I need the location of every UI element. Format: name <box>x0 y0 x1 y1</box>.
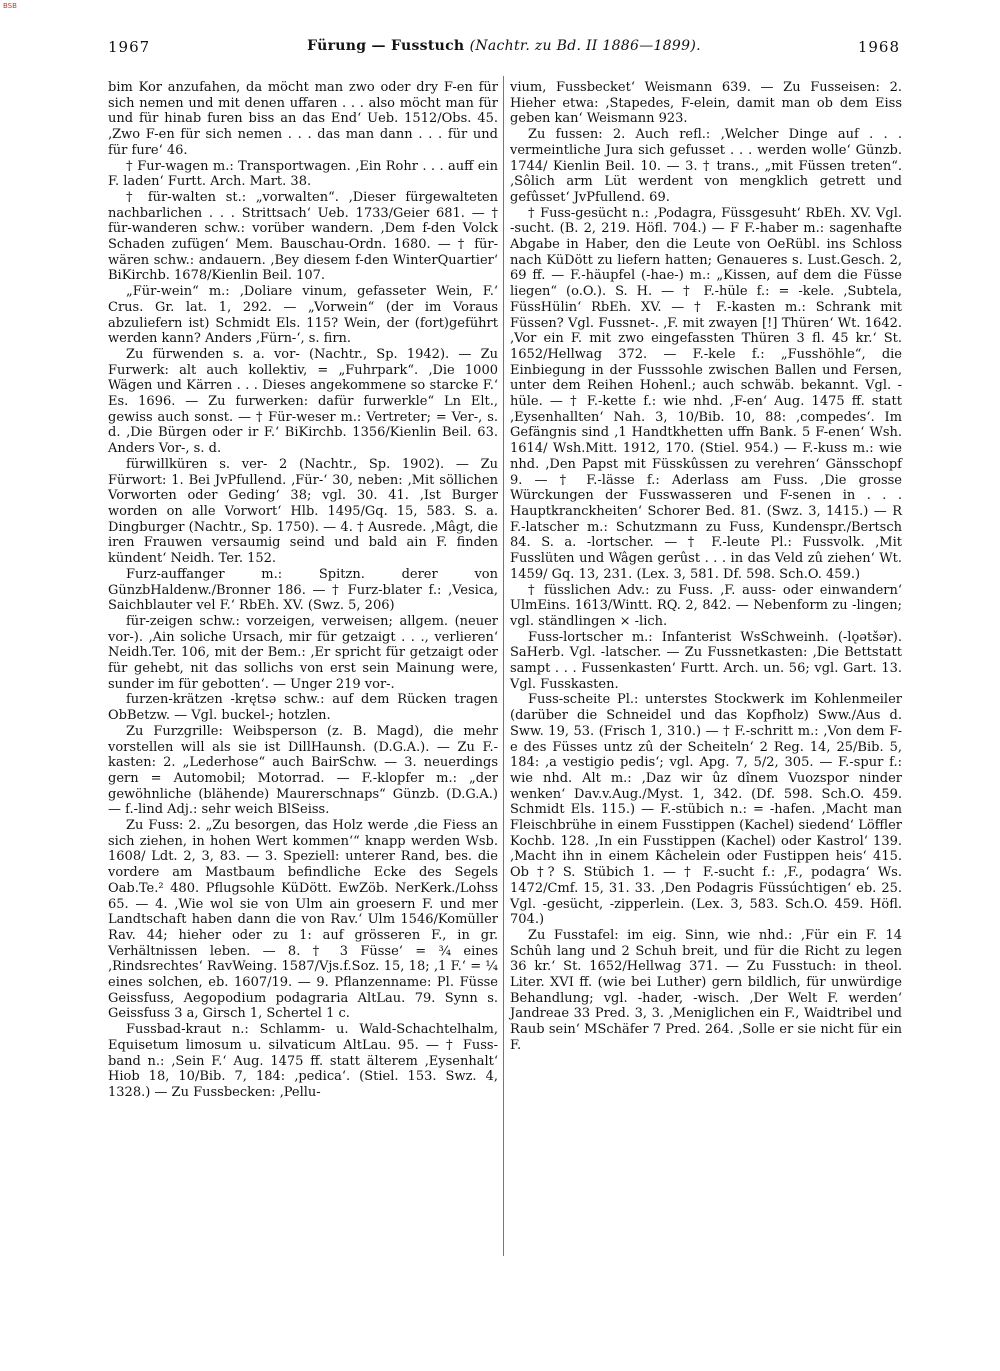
left-column <box>108 80 498 1101</box>
entry-paragraph: Zu Fusstafel: im eig. Sinn, wie nhd.: ‚Für ein F. 14 Schûh lang und 2 Schuh breit, und für die Richt zu legen 36 kr.‘ St. 1652/Hellwag 371. — Zu Fusstuch: in theol. Liter. XVI ff. (wie bei Luther) gern bildlich, für unwürdige Behandlung; vgl. -hader, -wisch. ‚Der Welt F. werden‘ Jandreae 33 Pred. 3, 3. ‚Meniglichen ein F., Waidtribel und Raub sein‘ MSchäfer 7 Pred. 264. ‚Solle er sie nicht für ein F. <box>510 927 902 1053</box>
column-divider <box>503 76 504 1256</box>
right-column <box>510 80 902 1054</box>
entry-paragraph: vium, Fussbecket‘ Weismann 639. — Zu Fusseisen: 2. Hieher etwa: ‚Stapedes, F-elein, damit man ob dem Eiss geben kan‘ Weismann 923. <box>510 80 902 127</box>
entry-paragraph: † Fuss-gesücht n.: ‚Podagra, Füssgesuht‘ RbEh. XV. Vgl. -sucht. (B. 2, 219. Höfl. 704.) — F F.-haber m.: sagenhafte Abgabe in Haber, den die Leute von OeRübl. ins Schloss nach KüDött zu liefern hatten; Genaueres s. Lust.Gesch. 2, 69 ff. — F.-häupfel (-hae-) m.: „Kissen, auf dem die Füsse liegen“ (o.O.). S. H. — † F.-hüle f.: = -kele. ‚Subtela, FüssHülin‘ RbEh. XV. — † F.-kasten m.: Schrank mit Füssen? Vgl. Fussnet-. ‚F. mit zwayen [!] Thüren‘ Wt. 1642. ‚Vor ein F. mit zwo eingefassten Thüren 3 fl. 45 kr.‘ St. 1652/Hellwag 372. — F.-kele f.: „Fusshöhle“, die Einbiegung in der Fusssohle zwischen Ballen und Fersen, unter dem Reihen Hohenl.; auch schwäb. bekannt. Vgl. -hüle. — † F.-kette f.: wie nhd. ‚F-en‘ Aug. 1475 ff. statt ‚Eysenhallten‘ Nah. 3, 10/Bib. 10, 88: ‚compedes‘. Im Gefängnis sind ‚1 Handtkhetten uffn Bank. 5 F-enen‘ Wsh. 1614/ Wsh.Mitt. 1912, 170. (Stiel. 954.) — F.-kuss m.: wie nhd. ‚Den Papst mit Füsskûssen zu verehren‘ Gänsschopf 9. — † F.-lässe f.: Aderlass am Fuss. ‚Die grosse Würckungen der Fusswasseren und F-senen in . . . Hauptkranckheiten‘ Schorer Bed. 81. (Swz. 3, 1415.) — R F.-latscher m.: Schutzmann zu Fuss, Kundenspr./Bertsch 84. S. a. -lortscher. — † F.-leute Pl.: Fussvolk. ‚Mit Fusslüten und Wâgen gerûst . . . in das Veld zû ziehen‘ Wt. 1459/ Gq. 13, 231. (Lex. 3, 581. Df. 598. Sch.O. 459.) <box>510 205 902 582</box>
entry-paragraph: Fuss-scheite Pl.: unterstes Stockwerk im Kohlenmeiler (darüber die Schneidel und das Kopfholz) Sww./Aus d. Sww. 19, 53. (Frisch 1, 310.) — † F.-schritt m.: ‚Von dem F-e des Füsses untz zû der Scheiteln‘ 2 Reg. 14, 25/Bib. 5, 184: ‚a vestigio pedis‘; vgl. Apg. 7, 5/2, 305. — F.-spur f.: wie nhd. Alt m.: ‚Daz wir ûz dînem Vuozspor ninder wenken‘ Dav.v.Aug./Myst. 1, 342. (Df. 598. Sch.O. 459. Schmidt Els. 115.) — F.-stübich n.: = -hafen. ‚Macht man Fleischbrühe in einem Fusstippen (Kachel) siedend‘ Löffler Kochb. 128. ‚In ein Fusstippen (Kachel) oder Kastrol‘ 139. ‚Macht ihn in einem Kâchelein oder Fustippen heis‘ 415. Ob †? S. Stübich 1. — † F.-sucht f.: ‚F., podagra‘ Ws. 1472/Cmf. 15, 31. 33. ‚Den Podagris Füssúchtigen‘ eb. 25. Vgl. -gesücht, -zipperlein. (Lex. 3, 583. Sch.O. 459. Höfl. 704.) <box>510 692 902 928</box>
entry-paragraph: bim Kor anzufahen, da möcht man zwo oder dry F-en für sich nemen und mit denen uffaren . . . also möcht man für und für hinab furen biss an das End‘ Ueb. 1512/Obs. 45. ‚Zwo F-en für sich nemen . . . das man dann . . . für und für fure‘ 46. <box>108 80 498 158</box>
entry-paragraph: Zu Furzgrille: Weibsperson (z. B. Magd), die mehr vorstellen will als sie ist DillHaunsh. (D.G.A.). — Zu F.-kasten: 2. „Lederhose“ auch BairSchw. — 3. neuerdings gern = Automobil; Motorrad. — F.-klopfer m.: „der gewöhnliche (blähende) Maurerschnaps“ Günzb. (D.G.A.) — f.-lind Adj.: sehr weich BlSeiss. <box>108 723 498 818</box>
entry-paragraph: Fuss-lortscher m.: Infanterist WsSchweinh. (-lǫətšər). SaHerb. Vgl. -latscher. — Zu Fussnetkasten: ‚Die Bettstatt sampt . . . Fussenkasten‘ Furtt. Arch. un. 56; vgl. Gart. 13. Vgl. Fusskasten. <box>510 629 902 692</box>
running-subtitle: (Nachtr. zu Bd. II 1886—1899). <box>469 38 701 54</box>
entry-paragraph: Zu fürwenden s. a. vor- (Nachtr., Sp. 1942). — Zu Furwerk: alt auch kollektiv, = „Fuhrpark“. ‚Die 1000 Wägen und Kärren . . . Dieses angekommene so starcke F.‘ Es. 1696. — Zu furwerken: dafür furwerkle“ Ln Elt., gewiss auch sonst. — † Für-weser m.: Vertreter; = Ver-, s. d. ‚Die Bürgen oder ir F.‘ BiKirchb. 1356/Kienlin Beil. 63. Anders Vor-, s. d. <box>108 346 498 457</box>
entry-paragraph: Zu Fuss: 2. „Zu besorgen, das Holz werde ‚die Fiess an sich ziehen, in hohen Wert kommen‘“ knapp werden Wsb. 1608/ Ldt. 2, 3, 83. — 3. Speziell: unterer Rand, bes. die vordere am Mastbaum befindliche Ecke des Segels Oab.Te.² 480. Pflugsohle KüDött. EwZöb. NerKerk./Lohss 65. — 4. ‚Wie wol sie von Ulm ain groesern F. und mer Landtschaft haben dann die von Rav.‘ Ulm 1546/Komüller Rav. 44; hieher oder zu 1: auf grösseren F., in gr. Verhältnissen leben. — 8. † 3 Füsse‘ = ¾ eines ‚Rindsrechtes‘ RavWeing. 1587/Vjs.f.Soz. 15, 18; ‚1 F.‘ = ¼ eines solchen, eb. 1607/19. — 9. Pflanzenname: Pl. Füsse Geissfuss, Aegopodium podagraria AltLau. 79. Synn s. Geissfuss 3 a, Girsch 1, Schertel 1 c. <box>108 818 498 1022</box>
running-title-words: Fürung — Fusstuch <box>307 38 465 54</box>
entry-paragraph: Fussbad-kraut n.: Schlamm- u. Wald-Schachtelhalm, Equisetum limosum u. silvaticum AltLau. 95. — † Fuss-band n.: ‚Sein F.‘ Aug. 1475 ff. statt älterem ‚Eysenhalt‘ Hiob 18, 10/Bib. 7, 184: ‚pedica‘. (Stiel. 153. Swz. 4, 1328.) — Zu Fussbecken: ‚Pellu- <box>108 1022 498 1100</box>
entry-paragraph: furzen-krätzen -krętsə schw.: auf dem Rücken tragen ObBetzw. — Vgl. buckel-; hotzlen. <box>108 692 498 724</box>
running-title <box>108 38 900 54</box>
entry-paragraph: † Fur-wagen m.: Transportwagen. ‚Ein Rohr . . . auff ein F. laden‘ Furtt. Arch. Mart. 38. <box>108 158 498 190</box>
entry-paragraph: fürwillküren s. ver- 2 (Nachtr., Sp. 1902). — Zu Fürwort: 1. Bei JvPfullend. ‚Für-‘ 30, neben: ‚Mit söllichen Vorworten oder Geding‘ 38; vgl. 30. 41. ‚Ist Burger worden on alle Vorwort‘ Hlb. 1495/Gq. 15, 583. S. a. Dingburger (Nachtr., Sp. 1750). — 4. † Ausrede. ‚Mâgt, die iren Frauwen versaumig seind und bald ain F. finden kündent‘ Neidh. Ter. 152. <box>108 456 498 567</box>
entry-paragraph: „Für-wein“ m.: ‚Doliare vinum, gefasseter Wein, F.‘ Crus. Gr. lat. 1, 292. — „Vorwein“ (der im Voraus abzuliefern ist) Schmidt Els. 115? Wein, der (fort)geführt werden kann? Anders ‚Fürn-‘, s. firn. <box>108 284 498 347</box>
page-header <box>108 38 900 64</box>
entry-paragraph: † für-walten st.: „vorwalten“. ‚Dieser fürgewalteten nachbarlichen . . . Strittsach‘ Ueb. 1733/Geier 681. — † für-wanderen schw.: vorüber wandern. ‚Dem f-den Volck Schaden zufügen‘ Mem. Bauschau-Ordn. 1680. — † für-wären schw.: andauern. ‚Bey diesem f-den WinterQuartier‘ BiKirchb. 1678/Kienlin Beil. 107. <box>108 189 498 284</box>
entry-paragraph: für-zeigen schw.: vorzeigen, verweisen; allgem. (neuer vor-). ‚Ain soliche Ursach, mir für getzaigt . . ., verlieren‘ Neidh.Ter. 106, mit der Bem.: ‚Er spricht für getzaigt oder für gehebt, nit das sollichs von erst sein Mainung were, sunder im für gebotten‘. — Unger 219 vor-. <box>108 613 498 692</box>
entry-paragraph: † füsslichen Adv.: zu Fuss. ‚F. auss- oder einwandern‘ UlmEins. 1613/Wintt. RQ. 2, 842. — Nebenform zu -lingen; vgl. ständlingen × -lich. <box>510 582 902 629</box>
library-stamp: BSB <box>3 2 17 10</box>
page-number-left: 1967 <box>108 38 151 56</box>
page-number-right: 1968 <box>857 38 900 56</box>
entry-paragraph: Furz-auffanger m.: Spitzn. derer von GünzbHaldenw./Bronner 186. — † Furz-blater f.: ‚Vesica, Saichblauter vel F.‘ RbEh. XV. (Swz. 5, 206) <box>108 566 498 614</box>
entry-paragraph: Zu fussen: 2. Auch refl.: ‚Welcher Dinge auf . . . vermeintliche Jura sich gefusset . . . werden wolle‘ Günzb. 1744/ Kienlin Beil. 10. — 3. † trans., „mit Füssen treten“. ‚Sôlich arm Lüt werdent von mengklich getrett und gefûsset‘ JvPfullend. 69. <box>510 127 902 205</box>
